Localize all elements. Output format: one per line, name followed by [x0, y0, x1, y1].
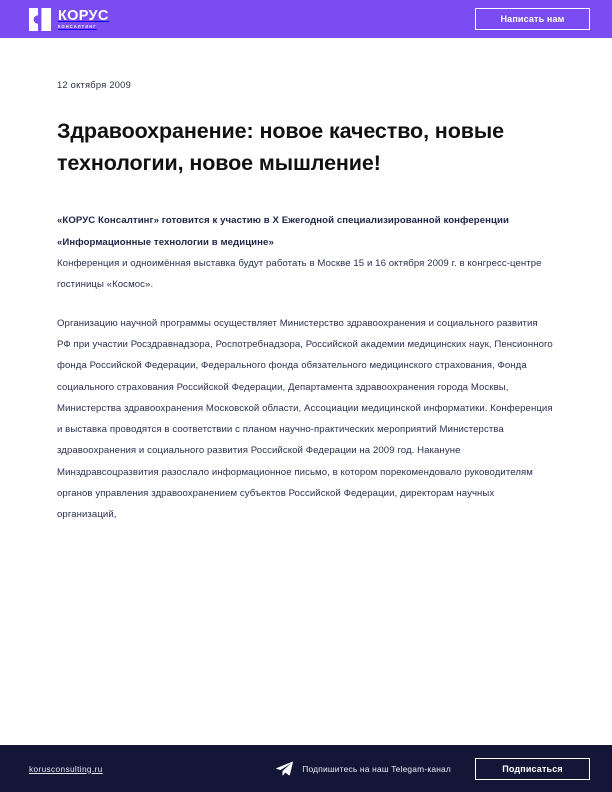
- korus-logo-mark-icon: [29, 8, 51, 31]
- article-date: 12 октября 2009: [57, 80, 131, 90]
- article-lead: «КОРУС Консалтинг» готовится к участию в X Ежегодной специализированной конференции «Информационные технологии в медицине»: [57, 215, 509, 248]
- contact-us-button[interactable]: Написать нам: [475, 8, 590, 30]
- telegram-paper-plane-icon: [276, 761, 293, 776]
- article-paragraph-1: Конференция и одноимённая выставка будут работать в Москве 15 и 16 октября 2009 г. в конгресс-центре гостиницы «Космос».: [57, 258, 542, 291]
- logo-subtitle: КОНСАЛТИНГ: [58, 24, 97, 30]
- footer-telegram-promo[interactable]: [276, 761, 451, 776]
- logo-name: КОРУС: [58, 7, 109, 24]
- page-title: Здравоохранение: новое качество, новые технологии, новое мышление!: [57, 119, 504, 175]
- footer-site-link[interactable]: korusconsulting.ru: [29, 763, 103, 774]
- article-paragraph-2: Организацию научной программы осуществляет Министерство здравоохранения и социального развития РФ при участии Росздравнадзора, Роспотребнадзора, Российской академии медицинских наук, Пенсионного фонда Российской Федерации, Федерального фонда обязательного медицинского страхования, Фонда социального страхования Российской Федерации, Департамента здравоохранения города Москвы, Министерства здравоохранения Московской области, Ассоциации медицинской информатики. Конференция и выставка проводятся в соответствии с планом научно-практических мероприятий Министерства здравоохранения и социального развития Российской Федерации на 2009 год. Накануне Минздравсоцразвития разослало информационное письмо, в котором порекомендовало руководителям органов управления здравоохранением субъектов Российской Федерации, директорам научных организаций,: [57, 317, 553, 521]
- subscribe-button[interactable]: Подписаться: [475, 758, 590, 780]
- footer-telegram-text: Подпишитесь на наш Telegam-канал: [302, 763, 451, 774]
- site-footer: [0, 745, 612, 792]
- logo-wordmark: [58, 9, 109, 30]
- site-logo[interactable]: [29, 7, 109, 31]
- site-header: [0, 0, 612, 38]
- article-content: [0, 38, 612, 526]
